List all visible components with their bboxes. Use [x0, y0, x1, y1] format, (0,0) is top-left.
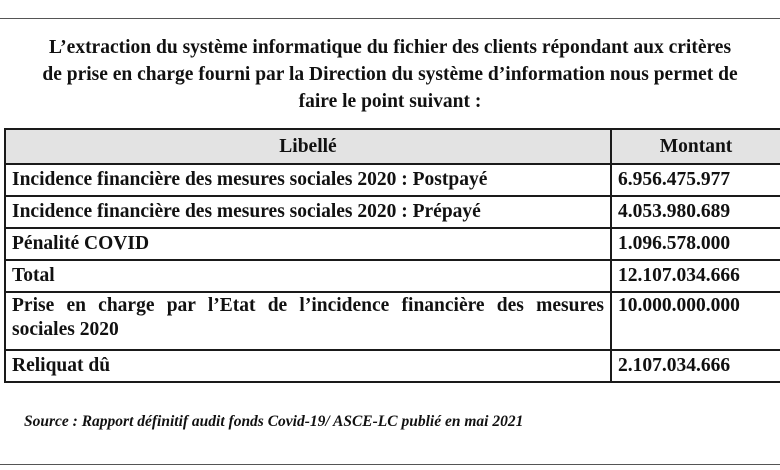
table-row [5, 292, 780, 350]
row-amount: 6.956.475.977 [611, 164, 780, 196]
table-row [5, 164, 780, 196]
row-amount: 1.096.578.000 [611, 228, 780, 260]
intro-line-3: faire le point suivant : [298, 91, 482, 112]
table-row-total [5, 260, 780, 292]
header-label: Libellé [5, 129, 611, 164]
intro-paragraph [8, 34, 772, 115]
table-row [5, 196, 780, 228]
intro-line-2: de prise en charge fourni par la Direction du système d’information nous permet de [42, 64, 738, 85]
intro-line-1: L’extraction du système informatique du fichier des clients répondant aux critères [48, 37, 732, 58]
row-label: Reliquat dû [5, 350, 611, 382]
row-amount: 10.000.000.000 [611, 292, 780, 350]
bottom-divider [0, 464, 780, 465]
row-label: Prise en charge par l’Etat de l’incidence financière des mesures sociales 2020 [5, 292, 611, 350]
amounts-table [4, 128, 780, 383]
top-divider [0, 18, 780, 19]
row-label: Incidence financière des mesures sociales 2020 : Postpayé [5, 164, 611, 196]
header-amount: Montant [611, 129, 780, 164]
table-header-row [5, 129, 780, 164]
row-amount: 12.107.034.666 [611, 260, 780, 292]
row-amount: 4.053.980.689 [611, 196, 780, 228]
row-label: Pénalité COVID [5, 228, 611, 260]
table-row [5, 228, 780, 260]
source-note: Source : Rapport définitif audit fonds Covid-19/ ASCE-LC publié en mai 2021 [24, 413, 524, 430]
row-label: Incidence financière des mesures sociales 2020 : Prépayé [5, 196, 611, 228]
table-row [5, 350, 780, 382]
row-label: Total [5, 260, 611, 292]
row-amount: 2.107.034.666 [611, 350, 780, 382]
